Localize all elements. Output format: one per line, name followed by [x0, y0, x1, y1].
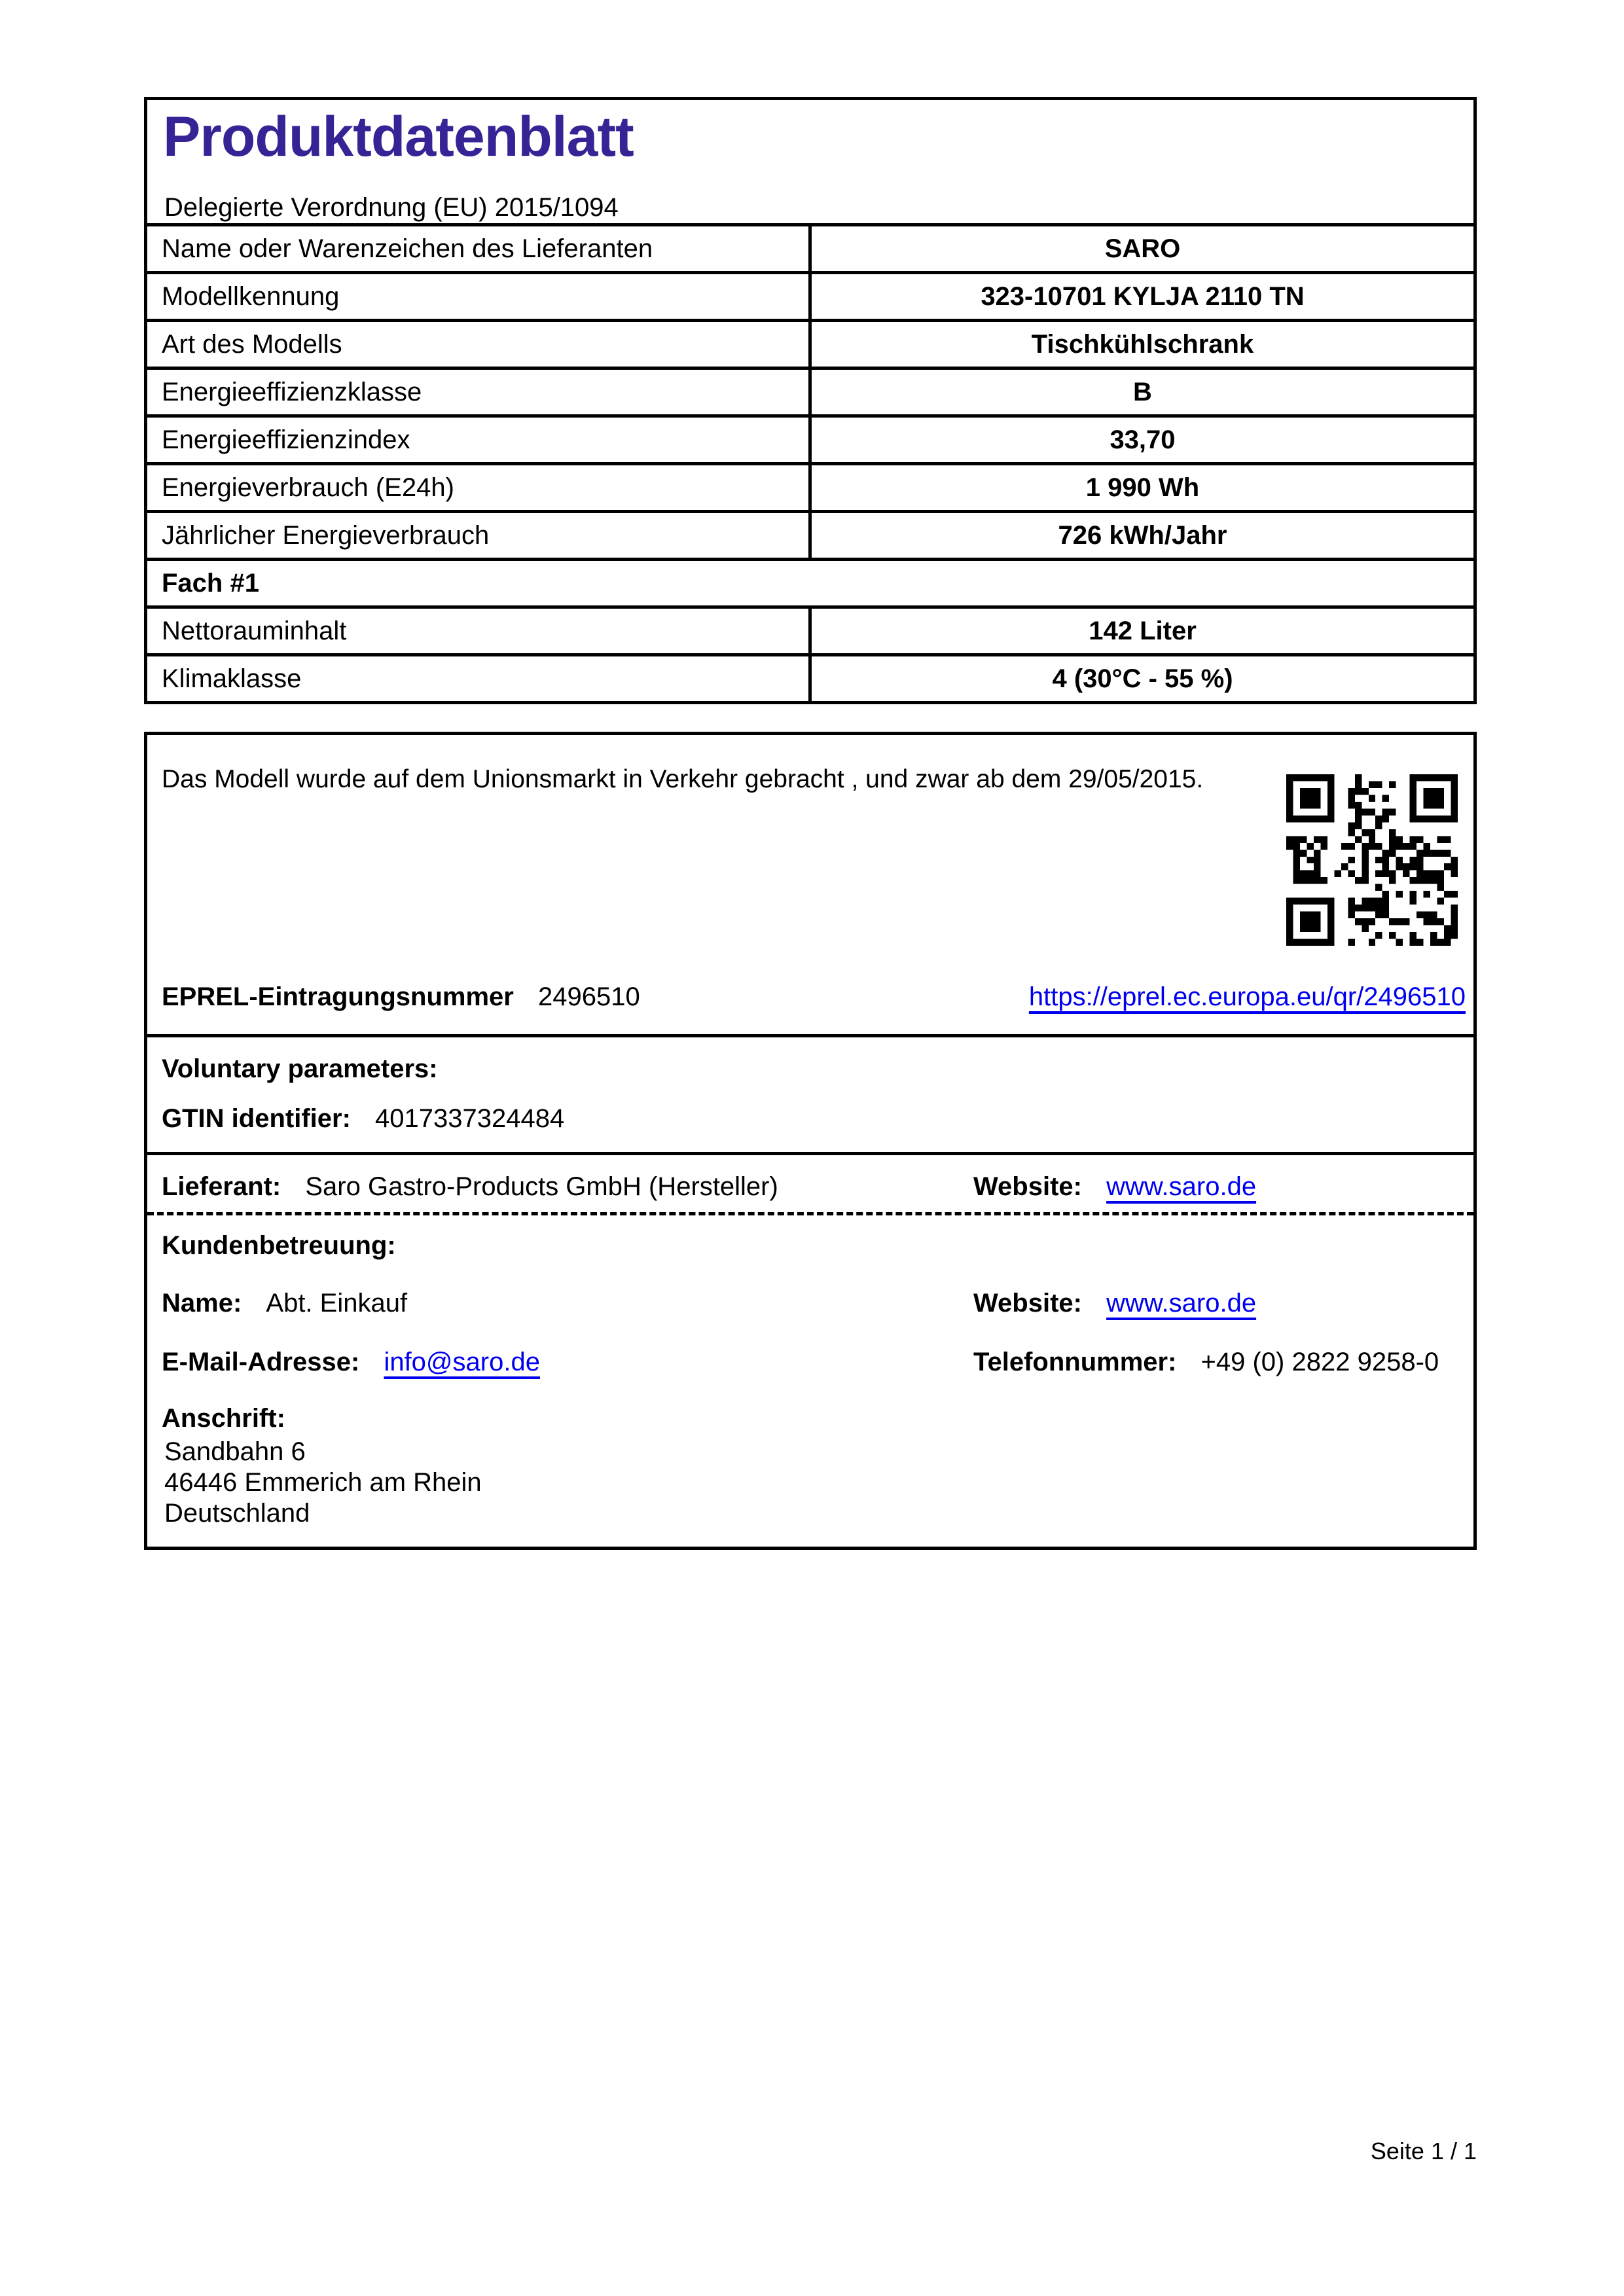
row-label: Energieeffizienzklasse [146, 368, 810, 416]
separator-line [147, 1152, 1473, 1155]
table-row [146, 655, 1475, 703]
address-block [164, 1437, 482, 1529]
gtin-row [147, 1104, 1473, 1134]
row-value: 1 990 Wh [810, 464, 1475, 512]
table-section-row [146, 560, 1475, 607]
website-label: Website: [973, 1289, 1082, 1318]
table-row [146, 321, 1475, 368]
address-line: 46446 Emmerich am Rhein [164, 1468, 482, 1497]
table-row [146, 368, 1475, 416]
row-label: Energieeffizienzindex [146, 416, 810, 464]
table-row [146, 512, 1475, 560]
row-label: Klimaklasse [146, 655, 810, 703]
row-value: 33,70 [810, 416, 1475, 464]
row-label: Modellkennung [146, 273, 810, 321]
product-spec-table [144, 223, 1477, 704]
supplier-value: Saro Gastro-Products GmbH (Hersteller) [305, 1172, 778, 1201]
row-label: Energieverbrauch (E24h) [146, 464, 810, 512]
eprel-number: 2496510 [537, 982, 640, 1011]
eprel-number-group [162, 982, 640, 1012]
contact-name-value: Abt. Einkauf [266, 1289, 408, 1318]
page-title: Produktdatenblatt [163, 105, 634, 168]
supplier-row [147, 1172, 1473, 1202]
row-value: 142 Liter [810, 607, 1475, 655]
voluntary-parameters-heading: Voluntary parameters: [162, 1054, 438, 1083]
phone-value: +49 (0) 2822 9258-0 [1200, 1348, 1439, 1376]
contact-email-row [147, 1348, 1473, 1377]
row-label: Name oder Warenzeichen des Lieferanten [146, 225, 810, 273]
row-label: Art des Modells [146, 321, 810, 368]
eprel-link[interactable]: https://eprel.ec.europa.eu/qr/2496510 [1028, 982, 1466, 1011]
eprel-label: EPREL-Eintragungsnummer [162, 982, 514, 1011]
eprel-row [162, 982, 1466, 1012]
row-value: Tischkühlschrank [810, 321, 1475, 368]
page-number: Seite 1 / 1 [1370, 2138, 1477, 2164]
address-heading: Anschrift: [162, 1404, 285, 1433]
table-row [146, 225, 1475, 273]
section-heading: Fach #1 [146, 560, 1475, 607]
separator-line [147, 1034, 1473, 1037]
title-box [144, 97, 1477, 226]
table-row [146, 273, 1475, 321]
row-value: 323-10701 KYLJA 2110 TN [810, 273, 1475, 321]
row-label: Nettorauminhalt [146, 607, 810, 655]
row-label: Jährlicher Energieverbrauch [146, 512, 810, 560]
email-link[interactable]: info@saro.de [384, 1348, 540, 1376]
row-value: 4 (30°C - 55 %) [810, 655, 1475, 703]
row-value: SARO [810, 225, 1475, 273]
table-row [146, 607, 1475, 655]
info-box [144, 732, 1477, 1550]
table-row [146, 464, 1475, 512]
regulation-subtitle: Delegierte Verordnung (EU) 2015/1094 [164, 193, 619, 222]
gtin-label: GTIN identifier: [162, 1104, 351, 1133]
address-line: Deutschland [164, 1499, 310, 1528]
row-value: B [810, 368, 1475, 416]
website-link[interactable]: www.saro.de [1106, 1289, 1257, 1318]
row-value: 726 kWh/Jahr [810, 512, 1475, 560]
qr-code-icon [1286, 774, 1458, 946]
email-label: E-Mail-Adresse: [162, 1348, 360, 1376]
contact-name-row [147, 1289, 1473, 1318]
supplier-label: Lieferant: [162, 1172, 281, 1201]
dashed-separator-line [147, 1212, 1473, 1215]
market-statement: Das Modell wurde auf dem Unionsmarkt in Verkehr gebracht , und zwar ab dem 29/05/2015. [162, 765, 1204, 793]
website-link[interactable]: www.saro.de [1106, 1172, 1257, 1201]
table-row [146, 416, 1475, 464]
contact-name-label: Name: [162, 1289, 242, 1318]
website-label: Website: [973, 1172, 1082, 1201]
phone-label: Telefonnummer: [973, 1348, 1177, 1376]
gtin-value: 4017337324484 [375, 1104, 565, 1133]
customer-service-heading: Kundenbetreuung: [162, 1231, 396, 1260]
address-line: Sandbahn 6 [164, 1437, 306, 1466]
